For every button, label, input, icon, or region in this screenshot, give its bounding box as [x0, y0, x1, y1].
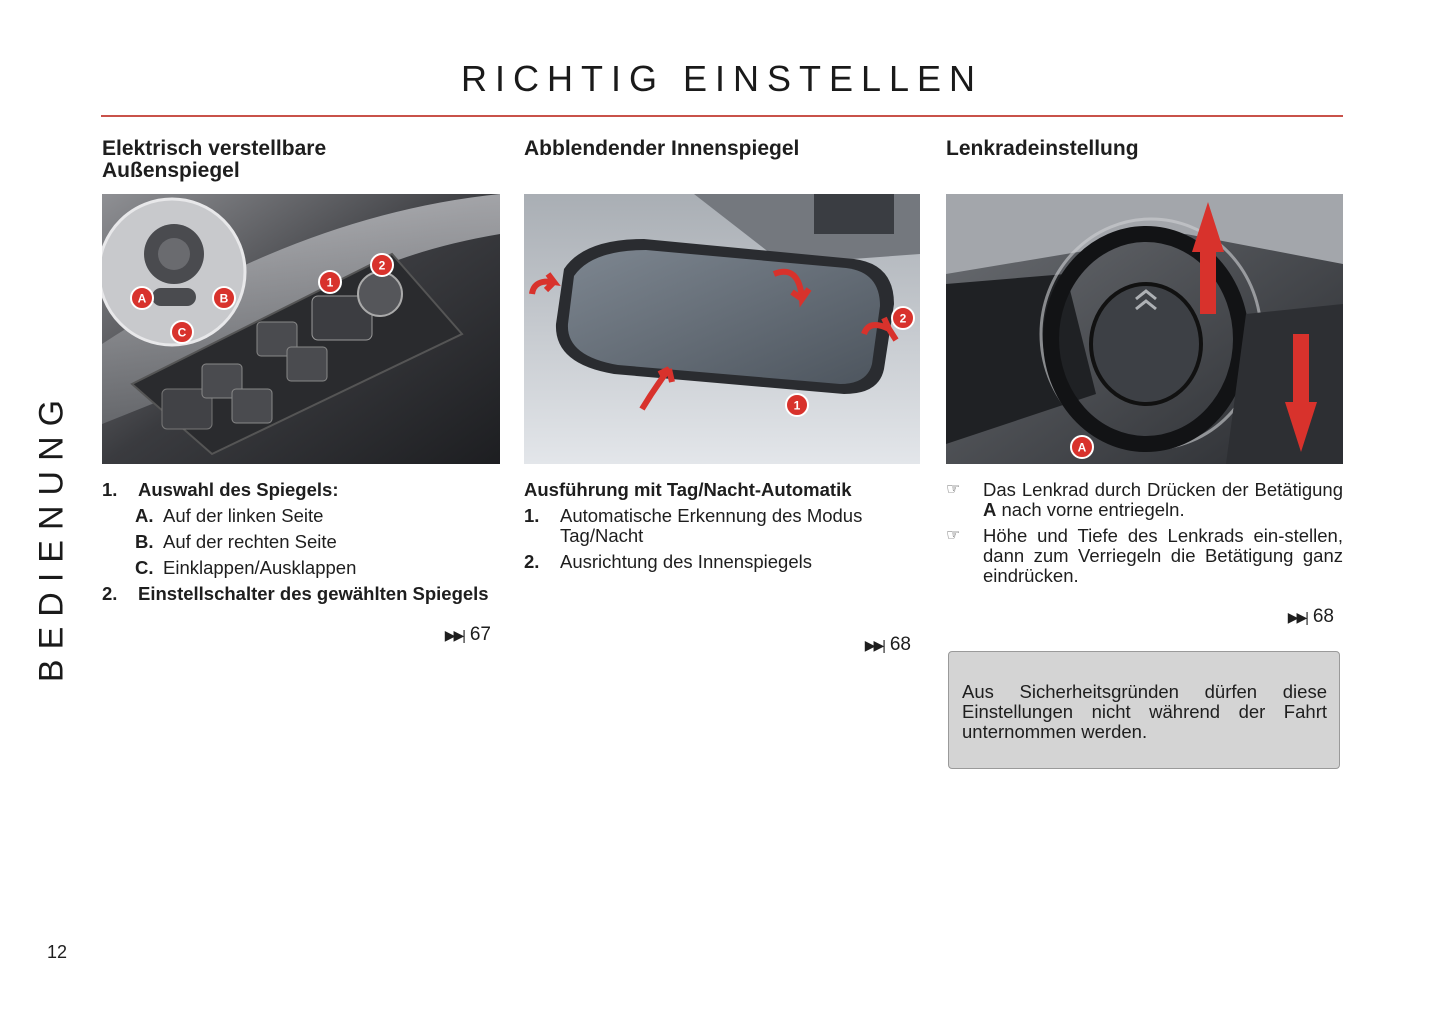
- list-item: 2. Einstellschalter des gewählten Spiegels: [102, 583, 489, 604]
- section-exterior-mirrors: [102, 138, 500, 646]
- section-heading: Elektrisch verstellbare Außenspiegel: [102, 137, 327, 182]
- badge-1: 1: [326, 275, 334, 290]
- page-reference[interactable]: ▶▶| 68: [864, 634, 911, 655]
- badge-2: 2: [378, 258, 386, 273]
- steering-steps: [946, 480, 1343, 586]
- page-title: RICHTIG EINSTELLEN: [460, 58, 984, 99]
- safety-notice: Aus Sicherheitsgründen dürfen diese Einstellungen nicht während der Fahrt unternommen werden.: [948, 651, 1340, 769]
- pointing-hand-icon: ☞: [946, 527, 961, 544]
- mirror-steps: [102, 480, 500, 604]
- section-steering-wheel: [946, 138, 1343, 628]
- badge-a: A: [1077, 440, 1087, 455]
- interior-mirror-steps: [524, 480, 920, 572]
- list-item: 1. Automatische Erkennung des Modus Tag/Nacht: [524, 505, 863, 546]
- door-switch-photo: [102, 194, 500, 464]
- page-reference[interactable]: ▶▶| 68: [1287, 606, 1334, 627]
- list-item: ☞ Das Lenkrad durch Drücken der Betätigung A nach vorne entriegeln.: [946, 479, 1343, 520]
- section-interior-mirror: [524, 138, 920, 656]
- badge-2: 2: [899, 311, 907, 326]
- list-sub-item: A. Auf der linken Seite: [135, 505, 324, 526]
- page-number: 12: [47, 942, 68, 962]
- badge-1: 1: [793, 398, 801, 413]
- interior-mirror-photo: [524, 194, 920, 464]
- fast-forward-icon: ▶▶|: [1287, 609, 1307, 625]
- section-heading: Lenkradeinstellung: [946, 137, 1139, 160]
- side-label: [16, 380, 88, 692]
- steering-wheel-photo: [946, 194, 1343, 464]
- list-sub-item: C. Einklappen/Ausklappen: [135, 557, 357, 578]
- badge-a: A: [137, 291, 147, 306]
- list-item: 1. Auswahl des Spiegels:: [102, 479, 339, 500]
- subheading: Ausführung mit Tag/Nacht-Automatik: [524, 479, 852, 500]
- list-item: 2. Ausrichtung des Innenspiegels: [524, 551, 812, 572]
- fast-forward-icon: ▶▶|: [864, 637, 884, 653]
- page-reference[interactable]: ▶▶| 67: [444, 624, 491, 645]
- list-item: ☞ Höhe und Tiefe des Lenkrads ein-stellen, dann zum Verriegeln die Betätigung ganz eindrücken.: [946, 525, 1343, 586]
- fast-forward-icon: ▶▶|: [444, 627, 464, 643]
- list-sub-item: B. Auf der rechten Seite: [135, 531, 337, 552]
- pointing-hand-icon: ☞: [946, 481, 961, 498]
- badge-b: B: [219, 291, 229, 306]
- section-heading: Abblendender Innenspiegel: [524, 137, 800, 160]
- title-rule: [101, 115, 1343, 117]
- badge-c: C: [177, 325, 187, 340]
- side-label-text: BEDIENUNG: [32, 389, 71, 683]
